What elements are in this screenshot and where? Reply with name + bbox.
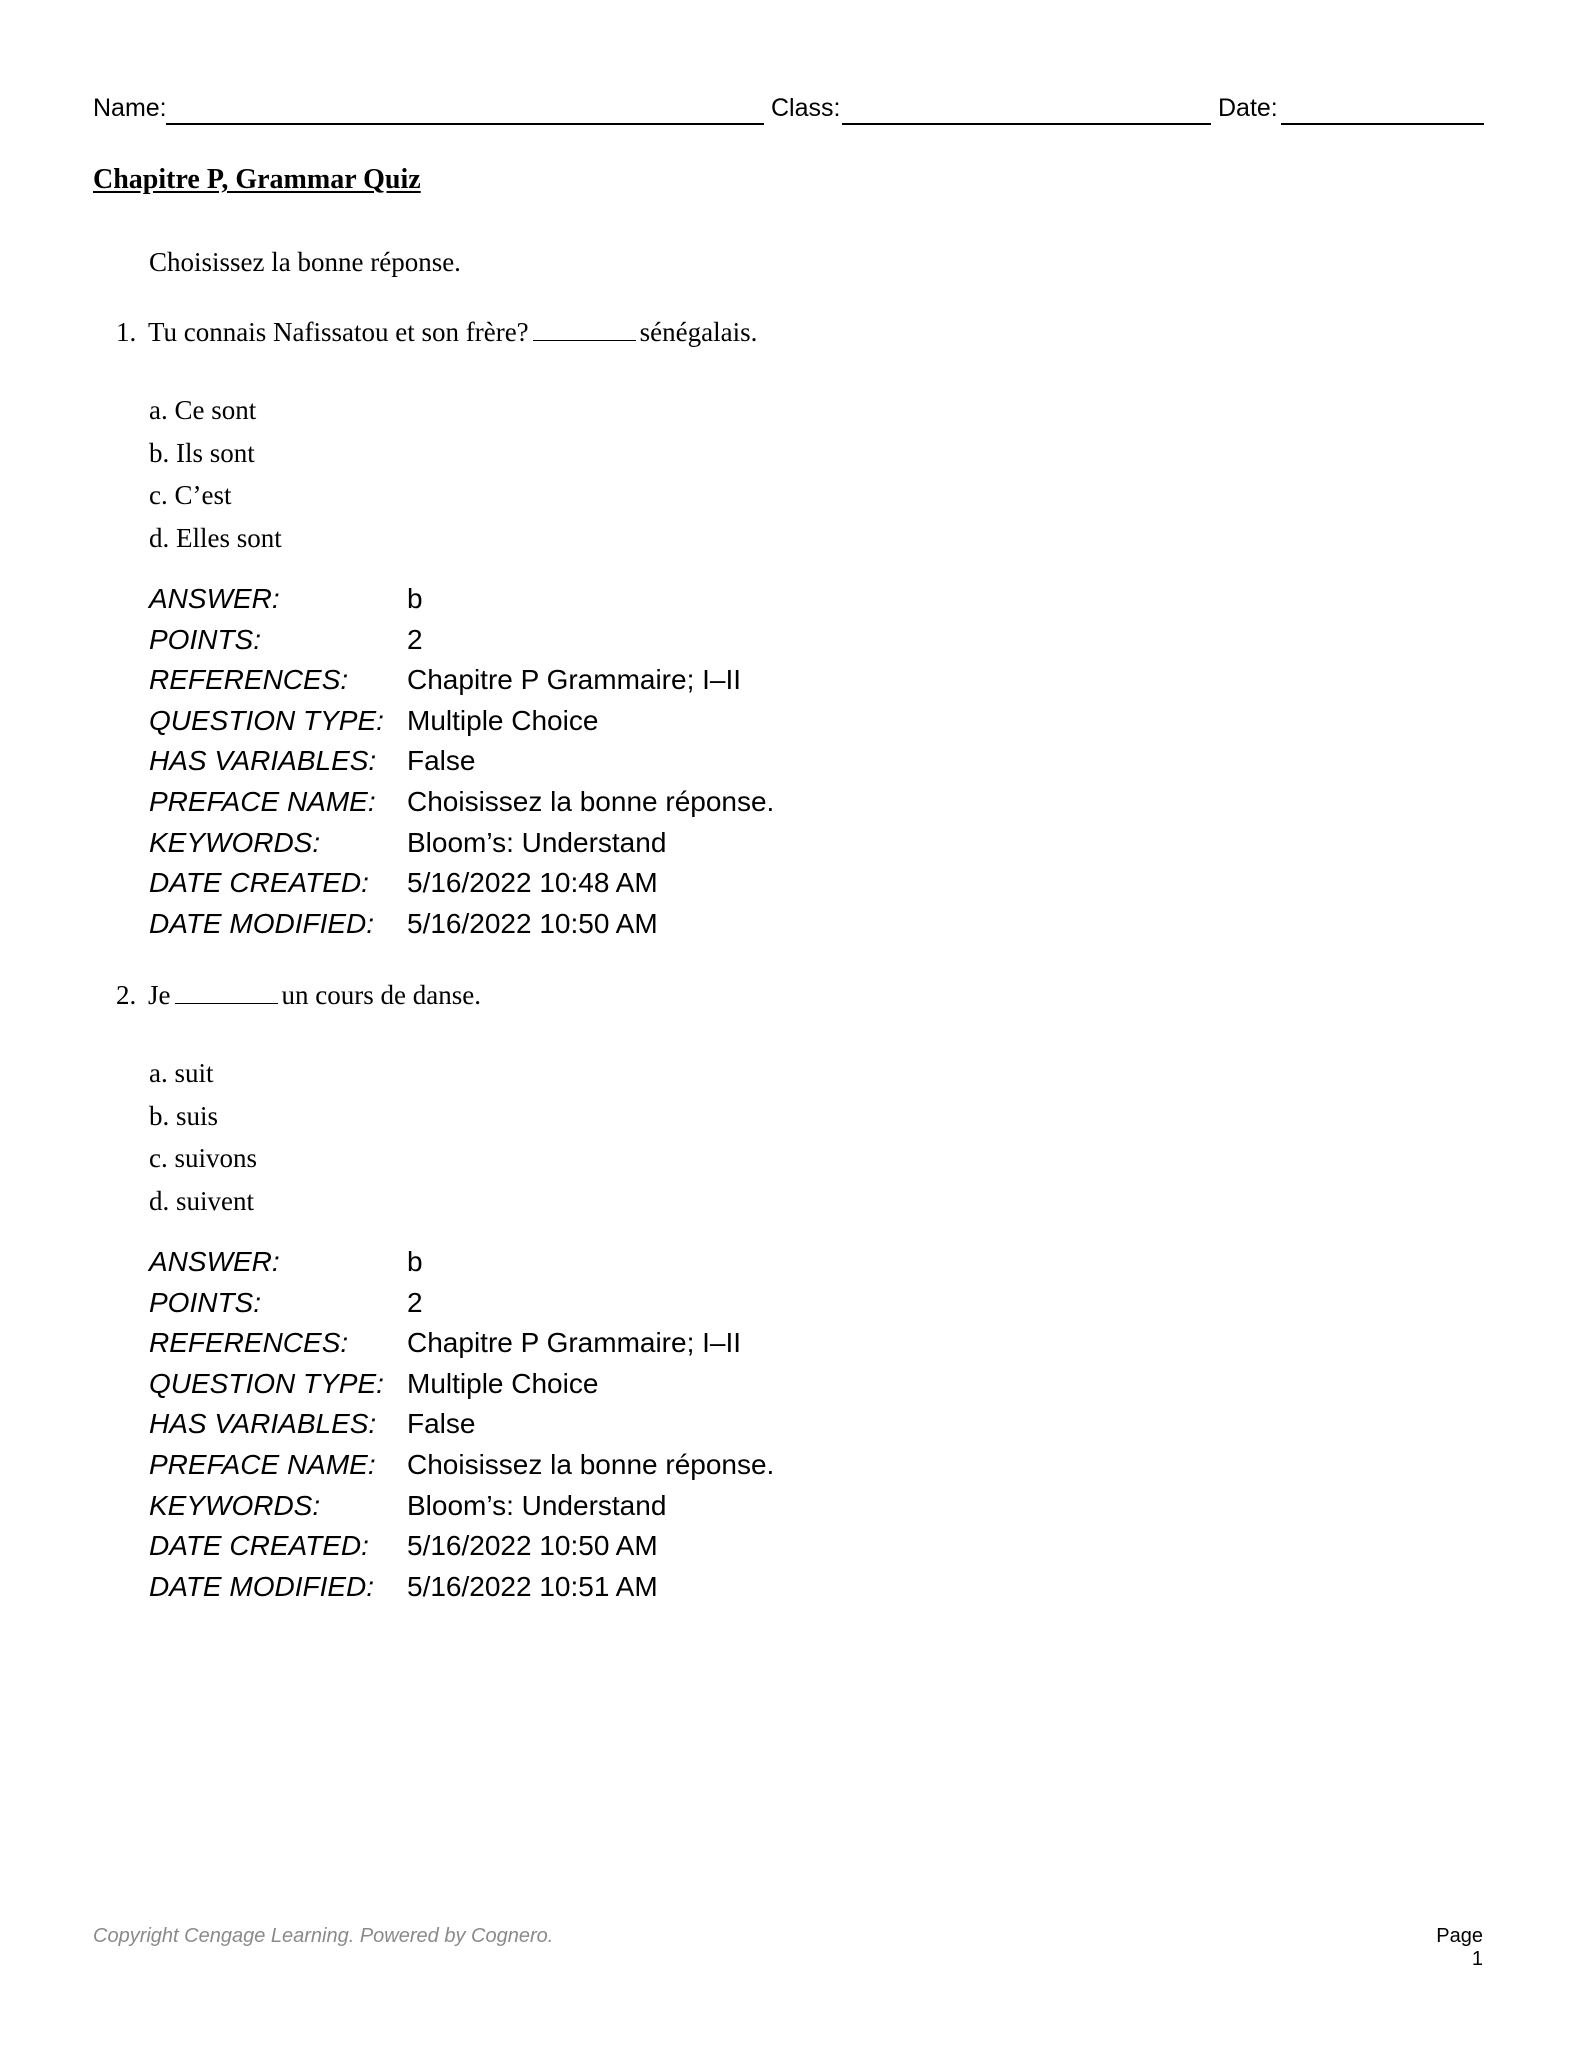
preface-name-value: Choisissez la bonne réponse.: [407, 1448, 775, 1480]
choice-c: c. suivons: [149, 1143, 257, 1173]
question-text-after: un cours de danse.: [281, 980, 481, 1010]
question-text-before: Je: [148, 980, 171, 1010]
question-text-before: Tu connais Nafissatou et son frère?: [148, 317, 529, 347]
question-stem: [116, 980, 481, 1011]
meta-has-variables: HAS VARIABLES: False: [149, 741, 774, 782]
meta-has-variables: HAS VARIABLES: False: [149, 1404, 774, 1445]
quiz-title: Chapitre P, Grammar Quiz: [93, 164, 421, 195]
meta-question-type: QUESTION TYPE: Multiple Choice: [149, 701, 774, 742]
meta-preface-name: PREFACE NAME: Choisissez la bonne réponse.: [149, 1445, 774, 1486]
answer-value: b: [407, 1246, 423, 1277]
keywords-value: Bloom’s: Understand: [407, 826, 667, 858]
preface-name-value: Choisissez la bonne réponse.: [407, 785, 775, 817]
has-variables-value: False: [407, 745, 476, 777]
class-label: Class:: [771, 94, 841, 122]
name-label: Name:: [93, 94, 167, 122]
meta-references: REFERENCES: Chapitre P Grammaire; I–II: [149, 1323, 774, 1364]
meta-question-type: QUESTION TYPE: Multiple Choice: [149, 1364, 774, 1405]
date-modified-value: 5/16/2022 10:51 AM: [407, 1570, 658, 1602]
meta-points: POINTS: 2: [149, 620, 774, 661]
choice-a: a. suit: [149, 1058, 214, 1088]
question-type-value: Multiple Choice: [407, 704, 599, 736]
answer-value: b: [407, 583, 423, 614]
copyright-footer: Copyright Cengage Learning. Powered by Cognero.: [93, 1925, 554, 1947]
date-created-value: 5/16/2022 10:48 AM: [407, 867, 658, 899]
date-blank-line: [1281, 123, 1484, 125]
meta-answer: ANSWER: b: [149, 579, 774, 620]
choice-list: [149, 1052, 257, 1222]
question-type-value: Multiple Choice: [407, 1367, 599, 1399]
choice-c: c. C’est: [149, 480, 232, 510]
meta-preface-name: PREFACE NAME: Choisissez la bonne réponse.: [149, 782, 774, 823]
meta-date-modified: DATE MODIFIED: 5/16/2022 10:51 AM: [149, 1567, 774, 1608]
date-created-value: 5/16/2022 10:50 AM: [407, 1530, 658, 1562]
references-value: Chapitre P Grammaire; I–II: [407, 664, 742, 696]
meta-references: REFERENCES: Chapitre P Grammaire; I–II: [149, 660, 774, 701]
choice-b: b. Ils sont: [149, 437, 255, 468]
choice-d: d. Elles sont: [149, 522, 282, 553]
choice-a: a. Ce sont: [149, 395, 257, 425]
choice-list: [149, 389, 282, 559]
name-blank-line: [166, 123, 764, 125]
question-number: 1.: [116, 317, 137, 347]
date-modified-value: 5/16/2022 10:50 AM: [407, 907, 658, 939]
meta-keywords: KEYWORDS: Bloom’s: Understand: [149, 1486, 774, 1527]
answer-blank: [533, 318, 636, 341]
references-value: Chapitre P Grammaire; I–II: [407, 1327, 742, 1359]
has-variables-value: False: [407, 1408, 476, 1440]
keywords-value: Bloom’s: Understand: [407, 1489, 667, 1521]
points-value: 2: [407, 1286, 423, 1318]
points-value: 2: [407, 623, 423, 655]
preface-instruction: Choisissez la bonne réponse.: [149, 247, 461, 277]
choice-b: b. suis: [149, 1100, 219, 1131]
meta-points: POINTS: 2: [149, 1283, 774, 1324]
question-number: 2.: [116, 980, 137, 1010]
choice-d: d. suivent: [149, 1185, 254, 1216]
question-metadata: [149, 1242, 774, 1607]
question-text-after: sénégalais.: [639, 317, 758, 347]
date-label: Date:: [1218, 94, 1278, 122]
answer-blank: [175, 981, 278, 1004]
page-number: Page 1: [1436, 1925, 1483, 1970]
meta-keywords: KEYWORDS: Bloom’s: Understand: [149, 823, 774, 864]
meta-date-modified: DATE MODIFIED: 5/16/2022 10:50 AM: [149, 904, 774, 945]
question-stem: [116, 317, 757, 348]
class-blank-line: [842, 123, 1211, 125]
question-metadata: [149, 579, 774, 944]
meta-date-created: DATE CREATED: 5/16/2022 10:48 AM: [149, 863, 774, 904]
meta-answer: ANSWER: b: [149, 1242, 774, 1283]
meta-date-created: DATE CREATED: 5/16/2022 10:50 AM: [149, 1526, 774, 1567]
student-info-header: [93, 92, 1493, 128]
